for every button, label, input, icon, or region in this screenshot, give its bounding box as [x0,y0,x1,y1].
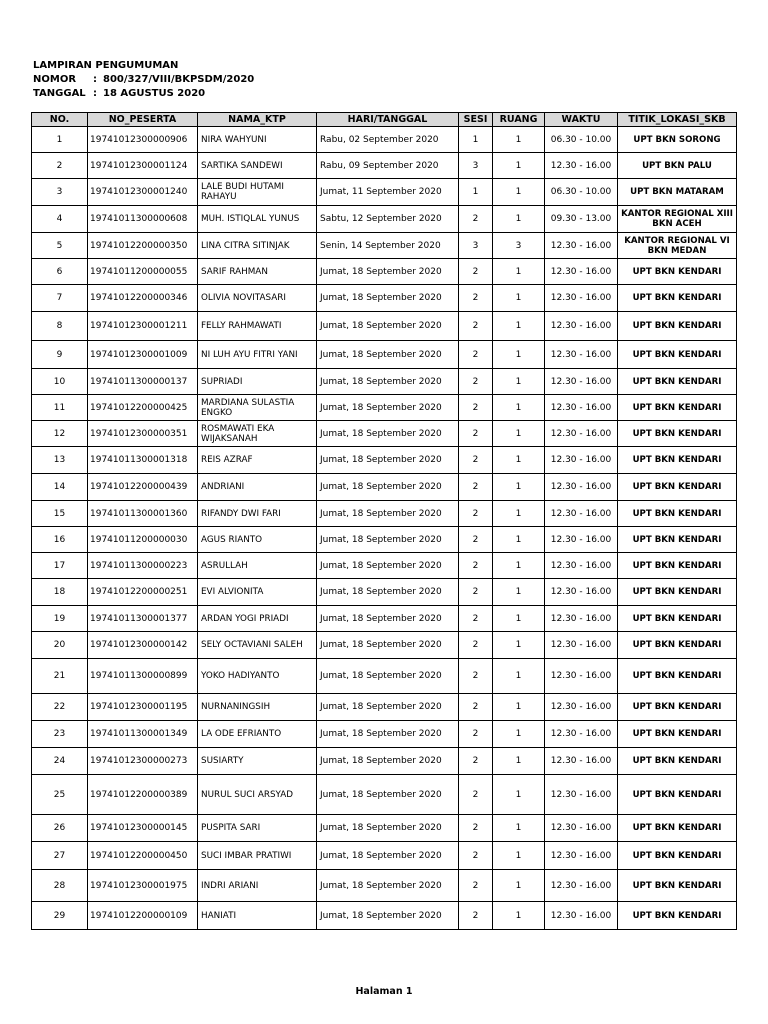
nomor-value: 800/327/VIII/BKPSDM/2020 [103,74,255,85]
cell-no: 29 [32,902,88,930]
cell-waktu: 12.30 - 16.00 [545,842,618,870]
cell-titik-lokasi: UPT BKN SORONG [618,127,737,153]
cell-sesi: 2 [459,870,493,902]
cell-ruang: 1 [493,447,545,474]
table-row [32,632,737,659]
cell-no-peserta: 19741011300001377 [88,606,198,632]
cell-titik-lokasi: UPT BKN KENDARI [618,285,737,312]
cell-waktu: 12.30 - 16.00 [545,870,618,902]
cell-no-peserta: 19741012200000439 [88,474,198,501]
cell-hari-tanggal: Jumat, 18 September 2020 [317,579,459,606]
cell-ruang: 1 [493,527,545,553]
cell-ruang: 1 [493,902,545,930]
cell-sesi: 2 [459,902,493,930]
cell-titik-lokasi: UPT BKN KENDARI [618,553,737,579]
cell-no-peserta: 19741011300001349 [88,721,198,748]
cell-sesi: 2 [459,395,493,421]
cell-no-peserta: 19741012200000109 [88,902,198,930]
cell-no-peserta: 19741012200000346 [88,285,198,312]
cell-hari-tanggal: Jumat, 18 September 2020 [317,842,459,870]
cell-hari-tanggal: Jumat, 18 September 2020 [317,870,459,902]
cell-no-peserta: 19741012300000351 [88,421,198,447]
cell-ruang: 1 [493,127,545,153]
cell-nama-ktp: LINA CITRA SITINJAK [198,233,317,259]
cell-no: 28 [32,870,88,902]
cell-hari-tanggal: Jumat, 18 September 2020 [317,259,459,285]
table-row [32,721,737,748]
header-nomor [33,73,254,87]
cell-no: 27 [32,842,88,870]
cell-no: 14 [32,474,88,501]
nomor-label: NOMOR [33,74,77,85]
cell-ruang: 1 [493,179,545,206]
col-header-no: NO. [32,113,88,127]
cell-nama-ktp: EVI ALVIONITA [198,579,317,606]
cell-waktu: 12.30 - 16.00 [545,579,618,606]
table-row [32,815,737,842]
cell-no: 19 [32,606,88,632]
col-header-waktu: WAKTU [545,113,618,127]
col-header-sesi: SESI [459,113,493,127]
cell-no: 18 [32,579,88,606]
cell-no: 1 [32,127,88,153]
cell-waktu: 12.30 - 16.00 [545,553,618,579]
cell-nama-ktp: ANDRIANI [198,474,317,501]
cell-waktu: 09.30 - 13.00 [545,206,618,233]
cell-nama-ktp: LALE BUDI HUTAMI RAHAYU [198,179,317,206]
cell-hari-tanggal: Jumat, 18 September 2020 [317,748,459,775]
cell-nama-ktp: INDRI ARIANI [198,870,317,902]
table-row [32,421,737,447]
cell-nama-ktp: AGUS RIANTO [198,527,317,553]
cell-titik-lokasi: KANTOR REGIONAL VI BKN MEDAN [618,233,737,259]
cell-no-peserta: 19741012300001124 [88,153,198,179]
cell-waktu: 12.30 - 16.00 [545,341,618,369]
cell-waktu: 12.30 - 16.00 [545,606,618,632]
table-row [32,579,737,606]
cell-no: 5 [32,233,88,259]
cell-hari-tanggal: Jumat, 18 September 2020 [317,775,459,815]
cell-hari-tanggal: Rabu, 02 September 2020 [317,127,459,153]
table-row [32,775,737,815]
cell-sesi: 2 [459,421,493,447]
cell-sesi: 2 [459,842,493,870]
table-row [32,553,737,579]
cell-hari-tanggal: Jumat, 18 September 2020 [317,395,459,421]
cell-titik-lokasi: UPT BKN KENDARI [618,659,737,694]
cell-no-peserta: 19741012300001211 [88,312,198,341]
cell-ruang: 1 [493,659,545,694]
table-row [32,259,737,285]
cell-nama-ktp: SELY OCTAVIANI SALEH [198,632,317,659]
table-row [32,527,737,553]
table-row [32,153,737,179]
cell-hari-tanggal: Rabu, 09 September 2020 [317,153,459,179]
cell-titik-lokasi: UPT BKN KENDARI [618,606,737,632]
cell-sesi: 2 [459,579,493,606]
tanggal-separator: : [93,88,97,99]
table-row [32,206,737,233]
col-header-titik-lokasi: TITIK_LOKASI_SKB [618,113,737,127]
cell-nama-ktp: SUCI IMBAR PRATIWI [198,842,317,870]
nomor-separator: : [93,74,97,85]
cell-no: 10 [32,369,88,395]
cell-hari-tanggal: Jumat, 18 September 2020 [317,553,459,579]
cell-sesi: 2 [459,259,493,285]
cell-hari-tanggal: Jumat, 18 September 2020 [317,902,459,930]
table-row [32,606,737,632]
cell-waktu: 12.30 - 16.00 [545,527,618,553]
cell-no: 3 [32,179,88,206]
cell-titik-lokasi: UPT BKN KENDARI [618,579,737,606]
cell-no-peserta: 19741011300001318 [88,447,198,474]
cell-nama-ktp: NI LUH AYU FITRI YANI [198,341,317,369]
cell-ruang: 1 [493,579,545,606]
cell-hari-tanggal: Jumat, 18 September 2020 [317,421,459,447]
cell-ruang: 1 [493,285,545,312]
cell-sesi: 2 [459,748,493,775]
cell-no: 12 [32,421,88,447]
cell-waktu: 12.30 - 16.00 [545,694,618,721]
cell-ruang: 1 [493,553,545,579]
cell-waktu: 12.30 - 16.00 [545,775,618,815]
cell-waktu: 06.30 - 10.00 [545,179,618,206]
cell-no-peserta: 19741011300000223 [88,553,198,579]
cell-sesi: 2 [459,553,493,579]
cell-nama-ktp: NURUL SUCI ARSYAD [198,775,317,815]
cell-hari-tanggal: Jumat, 18 September 2020 [317,721,459,748]
table-row [32,842,737,870]
cell-nama-ktp: YOKO HADIYANTO [198,659,317,694]
cell-titik-lokasi: UPT BKN KENDARI [618,721,737,748]
cell-ruang: 1 [493,501,545,527]
cell-hari-tanggal: Jumat, 18 September 2020 [317,815,459,842]
cell-no-peserta: 19741011300001360 [88,501,198,527]
table-row [32,179,737,206]
cell-hari-tanggal: Jumat, 18 September 2020 [317,447,459,474]
cell-sesi: 2 [459,694,493,721]
cell-no: 7 [32,285,88,312]
cell-no: 24 [32,748,88,775]
cell-sesi: 2 [459,341,493,369]
cell-waktu: 12.30 - 16.00 [545,632,618,659]
table-row [32,312,737,341]
cell-no: 11 [32,395,88,421]
cell-sesi: 2 [459,606,493,632]
cell-titik-lokasi: UPT BKN KENDARI [618,447,737,474]
table-row [32,127,737,153]
cell-waktu: 12.30 - 16.00 [545,285,618,312]
cell-no-peserta: 19741012300000145 [88,815,198,842]
cell-waktu: 12.30 - 16.00 [545,259,618,285]
cell-sesi: 2 [459,659,493,694]
cell-no: 20 [32,632,88,659]
cell-no-peserta: 19741011200000030 [88,527,198,553]
cell-no-peserta: 19741011300000899 [88,659,198,694]
col-header-ruang: RUANG [493,113,545,127]
cell-no-peserta: 19741012300000273 [88,748,198,775]
cell-hari-tanggal: Jumat, 18 September 2020 [317,632,459,659]
cell-nama-ktp: ARDAN YOGI PRIADI [198,606,317,632]
cell-waktu: 12.30 - 16.00 [545,748,618,775]
cell-no-peserta: 19741012300001975 [88,870,198,902]
cell-waktu: 12.30 - 16.00 [545,447,618,474]
cell-sesi: 2 [459,501,493,527]
cell-sesi: 2 [459,775,493,815]
header-tanggal [33,87,254,101]
cell-nama-ktp: SUSIARTY [198,748,317,775]
cell-no-peserta: 19741012300000906 [88,127,198,153]
cell-waktu: 12.30 - 16.00 [545,721,618,748]
cell-hari-tanggal: Jumat, 18 September 2020 [317,527,459,553]
cell-ruang: 1 [493,421,545,447]
cell-no: 2 [32,153,88,179]
cell-no: 21 [32,659,88,694]
cell-titik-lokasi: UPT BKN KENDARI [618,369,737,395]
cell-ruang: 3 [493,233,545,259]
cell-ruang: 1 [493,474,545,501]
cell-nama-ktp: RIFANDY DWI FARI [198,501,317,527]
cell-no: 6 [32,259,88,285]
cell-hari-tanggal: Jumat, 18 September 2020 [317,474,459,501]
cell-ruang: 1 [493,748,545,775]
table-row [32,659,737,694]
cell-ruang: 1 [493,870,545,902]
cell-no: 13 [32,447,88,474]
table-row [32,902,737,930]
cell-titik-lokasi: UPT BKN KENDARI [618,395,737,421]
cell-no: 25 [32,775,88,815]
cell-ruang: 1 [493,259,545,285]
cell-titik-lokasi: UPT BKN KENDARI [618,870,737,902]
cell-nama-ktp: NURNANINGSIH [198,694,317,721]
cell-sesi: 2 [459,474,493,501]
cell-nama-ktp: HANIATI [198,902,317,930]
cell-no: 9 [32,341,88,369]
participant-table [31,112,737,930]
cell-no: 4 [32,206,88,233]
header-title: LAMPIRAN PENGUMUMAN [33,60,179,71]
cell-hari-tanggal: Jumat, 18 September 2020 [317,694,459,721]
cell-no: 8 [32,312,88,341]
cell-waktu: 12.30 - 16.00 [545,233,618,259]
cell-hari-tanggal: Jumat, 18 September 2020 [317,659,459,694]
cell-titik-lokasi: UPT BKN KENDARI [618,312,737,341]
cell-sesi: 2 [459,815,493,842]
cell-no-peserta: 19741012300001195 [88,694,198,721]
cell-titik-lokasi: UPT BKN MATARAM [618,179,737,206]
cell-ruang: 1 [493,312,545,341]
cell-waktu: 12.30 - 16.00 [545,902,618,930]
table-row [32,341,737,369]
cell-waktu: 12.30 - 16.00 [545,474,618,501]
cell-nama-ktp: ASRULLAH [198,553,317,579]
col-header-nama-ktp: NAMA_KTP [198,113,317,127]
cell-nama-ktp: REIS AZRAF [198,447,317,474]
cell-titik-lokasi: KANTOR REGIONAL XIII BKN ACEH [618,206,737,233]
cell-no-peserta: 19741012200000350 [88,233,198,259]
cell-ruang: 1 [493,721,545,748]
cell-no-peserta: 19741011300000608 [88,206,198,233]
cell-titik-lokasi: UPT BKN KENDARI [618,259,737,285]
cell-waktu: 12.30 - 16.00 [545,153,618,179]
cell-hari-tanggal: Sabtu, 12 September 2020 [317,206,459,233]
cell-hari-tanggal: Jumat, 18 September 2020 [317,312,459,341]
cell-titik-lokasi: UPT BKN KENDARI [618,748,737,775]
cell-no: 22 [32,694,88,721]
cell-no: 15 [32,501,88,527]
table-row [32,233,737,259]
cell-sesi: 1 [459,179,493,206]
tanggal-value: 18 AGUSTUS 2020 [103,88,206,99]
cell-ruang: 1 [493,842,545,870]
cell-no: 16 [32,527,88,553]
tanggal-label: TANGGAL [33,88,86,99]
cell-ruang: 1 [493,395,545,421]
cell-waktu: 12.30 - 16.00 [545,395,618,421]
cell-sesi: 2 [459,447,493,474]
cell-nama-ktp: MUH. ISTIQLAL YUNUS [198,206,317,233]
cell-hari-tanggal: Senin, 14 September 2020 [317,233,459,259]
cell-nama-ktp: SARIF RAHMAN [198,259,317,285]
cell-no-peserta: 19741012300001009 [88,341,198,369]
cell-no: 26 [32,815,88,842]
cell-no-peserta: 19741012300000142 [88,632,198,659]
cell-titik-lokasi: UPT BKN KENDARI [618,694,737,721]
cell-waktu: 12.30 - 16.00 [545,369,618,395]
cell-nama-ktp: MARDIANA SULASTIA ENGKO [198,395,317,421]
table-row [32,501,737,527]
cell-titik-lokasi: UPT BKN KENDARI [618,775,737,815]
table-row [32,870,737,902]
cell-sesi: 2 [459,312,493,341]
cell-hari-tanggal: Jumat, 18 September 2020 [317,369,459,395]
cell-titik-lokasi: UPT BKN KENDARI [618,501,737,527]
cell-nama-ktp: FELLY RAHMAWATI [198,312,317,341]
table-row [32,369,737,395]
cell-sesi: 2 [459,369,493,395]
cell-ruang: 1 [493,369,545,395]
col-header-no-peserta: NO_PESERTA [88,113,198,127]
cell-waktu: 12.30 - 16.00 [545,659,618,694]
cell-titik-lokasi: UPT BKN PALU [618,153,737,179]
cell-ruang: 1 [493,775,545,815]
cell-titik-lokasi: UPT BKN KENDARI [618,842,737,870]
table-row [32,285,737,312]
cell-ruang: 1 [493,632,545,659]
cell-no: 23 [32,721,88,748]
cell-titik-lokasi: UPT BKN KENDARI [618,474,737,501]
cell-ruang: 1 [493,341,545,369]
cell-ruang: 1 [493,606,545,632]
table-header-row [32,113,737,127]
cell-no-peserta: 19741012200000389 [88,775,198,815]
cell-hari-tanggal: Jumat, 18 September 2020 [317,341,459,369]
cell-sesi: 3 [459,233,493,259]
cell-no-peserta: 19741012300001240 [88,179,198,206]
cell-sesi: 2 [459,285,493,312]
cell-sesi: 2 [459,527,493,553]
table-body [32,127,737,930]
col-header-hari-tanggal: HARI/TANGGAL [317,113,459,127]
table-row [32,748,737,775]
cell-no-peserta: 19741012200000425 [88,395,198,421]
cell-sesi: 2 [459,206,493,233]
table-row [32,474,737,501]
cell-no-peserta: 19741011300000137 [88,369,198,395]
cell-hari-tanggal: Jumat, 18 September 2020 [317,606,459,632]
cell-titik-lokasi: UPT BKN KENDARI [618,632,737,659]
cell-ruang: 1 [493,206,545,233]
cell-no-peserta: 19741012200000450 [88,842,198,870]
cell-hari-tanggal: Jumat, 18 September 2020 [317,285,459,312]
cell-titik-lokasi: UPT BKN KENDARI [618,815,737,842]
cell-no: 17 [32,553,88,579]
cell-hari-tanggal: Jumat, 18 September 2020 [317,501,459,527]
cell-ruang: 1 [493,815,545,842]
cell-no-peserta: 19741011200000055 [88,259,198,285]
cell-nama-ktp: PUSPITA SARI [198,815,317,842]
cell-waktu: 12.30 - 16.00 [545,421,618,447]
cell-sesi: 3 [459,153,493,179]
cell-nama-ktp: NIRA WAHYUNI [198,127,317,153]
cell-sesi: 2 [459,632,493,659]
document-header [33,59,254,101]
cell-waktu: 12.30 - 16.00 [545,312,618,341]
page-footer: Halaman 1 [355,986,413,997]
cell-titik-lokasi: UPT BKN KENDARI [618,421,737,447]
cell-sesi: 1 [459,127,493,153]
cell-ruang: 1 [493,694,545,721]
cell-sesi: 2 [459,721,493,748]
cell-nama-ktp: ROSMAWATI EKA WIJAKSANAH [198,421,317,447]
cell-hari-tanggal: Jumat, 11 September 2020 [317,179,459,206]
cell-nama-ktp: SUPRIADI [198,369,317,395]
cell-nama-ktp: LA ODE EFRIANTO [198,721,317,748]
cell-waktu: 12.30 - 16.00 [545,815,618,842]
cell-ruang: 1 [493,153,545,179]
cell-nama-ktp: SARTIKA SANDEWI [198,153,317,179]
cell-titik-lokasi: UPT BKN KENDARI [618,341,737,369]
cell-nama-ktp: OLIVIA NOVITASARI [198,285,317,312]
table-row [32,447,737,474]
cell-titik-lokasi: UPT BKN KENDARI [618,527,737,553]
cell-waktu: 12.30 - 16.00 [545,501,618,527]
table-row [32,694,737,721]
table-row [32,395,737,421]
cell-waktu: 06.30 - 10.00 [545,127,618,153]
cell-no-peserta: 19741012200000251 [88,579,198,606]
cell-titik-lokasi: UPT BKN KENDARI [618,902,737,930]
